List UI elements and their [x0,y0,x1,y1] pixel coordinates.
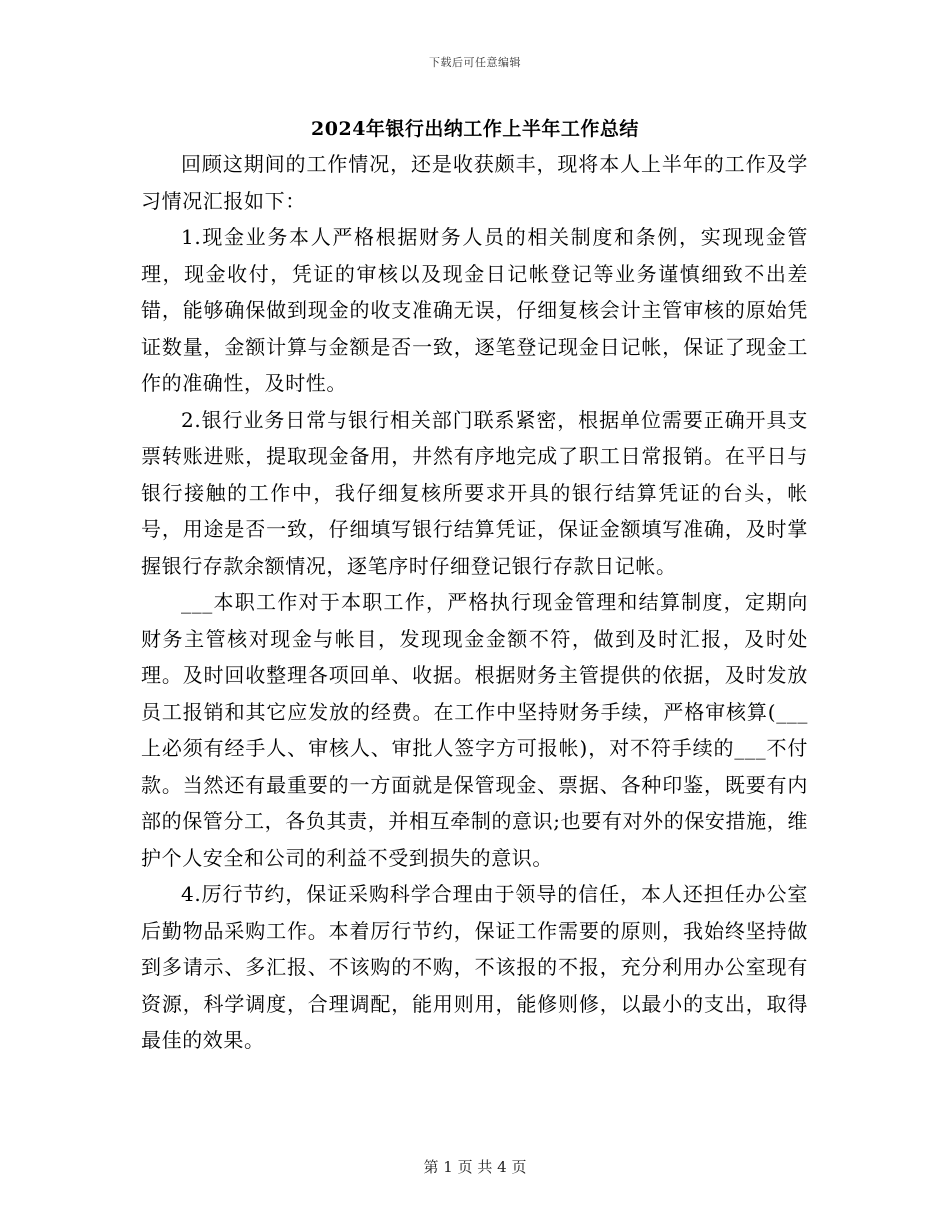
document-body [141,146,808,1059]
page-number: 第 1 页 共 4 页 [423,1158,527,1176]
paragraph-intro: 回顾这期间的工作情况，还是收获颇丰，现将本人上半年的工作及学习情况汇报如下： [141,152,808,213]
paragraph-duty-work: ___本职工作对于本职工作，严格执行现金管理和结算制度，定期向财务主管核对现金与帐目，发现现金金额不符，做到及时汇报，及时处理。及时回收整理各项回单、收据。根据财务主管提供的依据，及时发放员工报销和其它应发放的经费。在工作中坚持财务手续，严格审核算(___上必须有经手人、审核人、审批人签字方可报帐)，对不符手续的___不付款。当然还有最重要的一方面就是保管现金、票据、各种印鉴，既要有内部的保管分工，各负其责，并相互牵制的意识;也要有对外的保安措施，维护个人安全和公司的利益不受到损失的意识。 [141,590,808,870]
header-note: 下载后可任意编辑 [429,56,521,69]
paragraph-bank-business: 2.银行业务日常与银行相关部门联系紧密，根据单位需要正确开具支票转账进账，提取现金备用，井然有序地完成了职工日常报销。在平日与银行接触的工作中，我仔细复核所要求开具的银行结算凭证的台头，帐号，用途是否一致，仔细填写银行结算凭证，保证金额填写准确，及时掌握银行存款余额情况，逐笔序时仔细登记银行存款日记帐。 [141,407,808,578]
paragraph-procurement: 4.厉行节约，保证采购科学合理由于领导的信任，本人还担任办公室后勤物品采购工作。本着厉行节约，保证工作需要的原则，我始终坚持做到多请示、多汇报、不该购的不购，不该报的不报，充分利用办公室现有资源，科学调度，合理调配，能用则用，能修则修，以最小的支出，取得最佳的效果。 [141,882,808,1052]
document-title: 2024年银行出纳工作上半年工作总结 [311,118,639,140]
paragraph-cash-business: 1.现金业务本人严格根据财务人员的相关制度和条例，实现现金管理，现金收付，凭证的审核以及现金日记帐登记等业务谨慎细致不出差错，能够确保做到现金的收支准确无误，仔细复核会计主管审核的原始凭证数量，金额计算与金额是否一致，逐笔登记现金日记帐，保证了现金工作的准确性，及时性。 [141,225,808,395]
